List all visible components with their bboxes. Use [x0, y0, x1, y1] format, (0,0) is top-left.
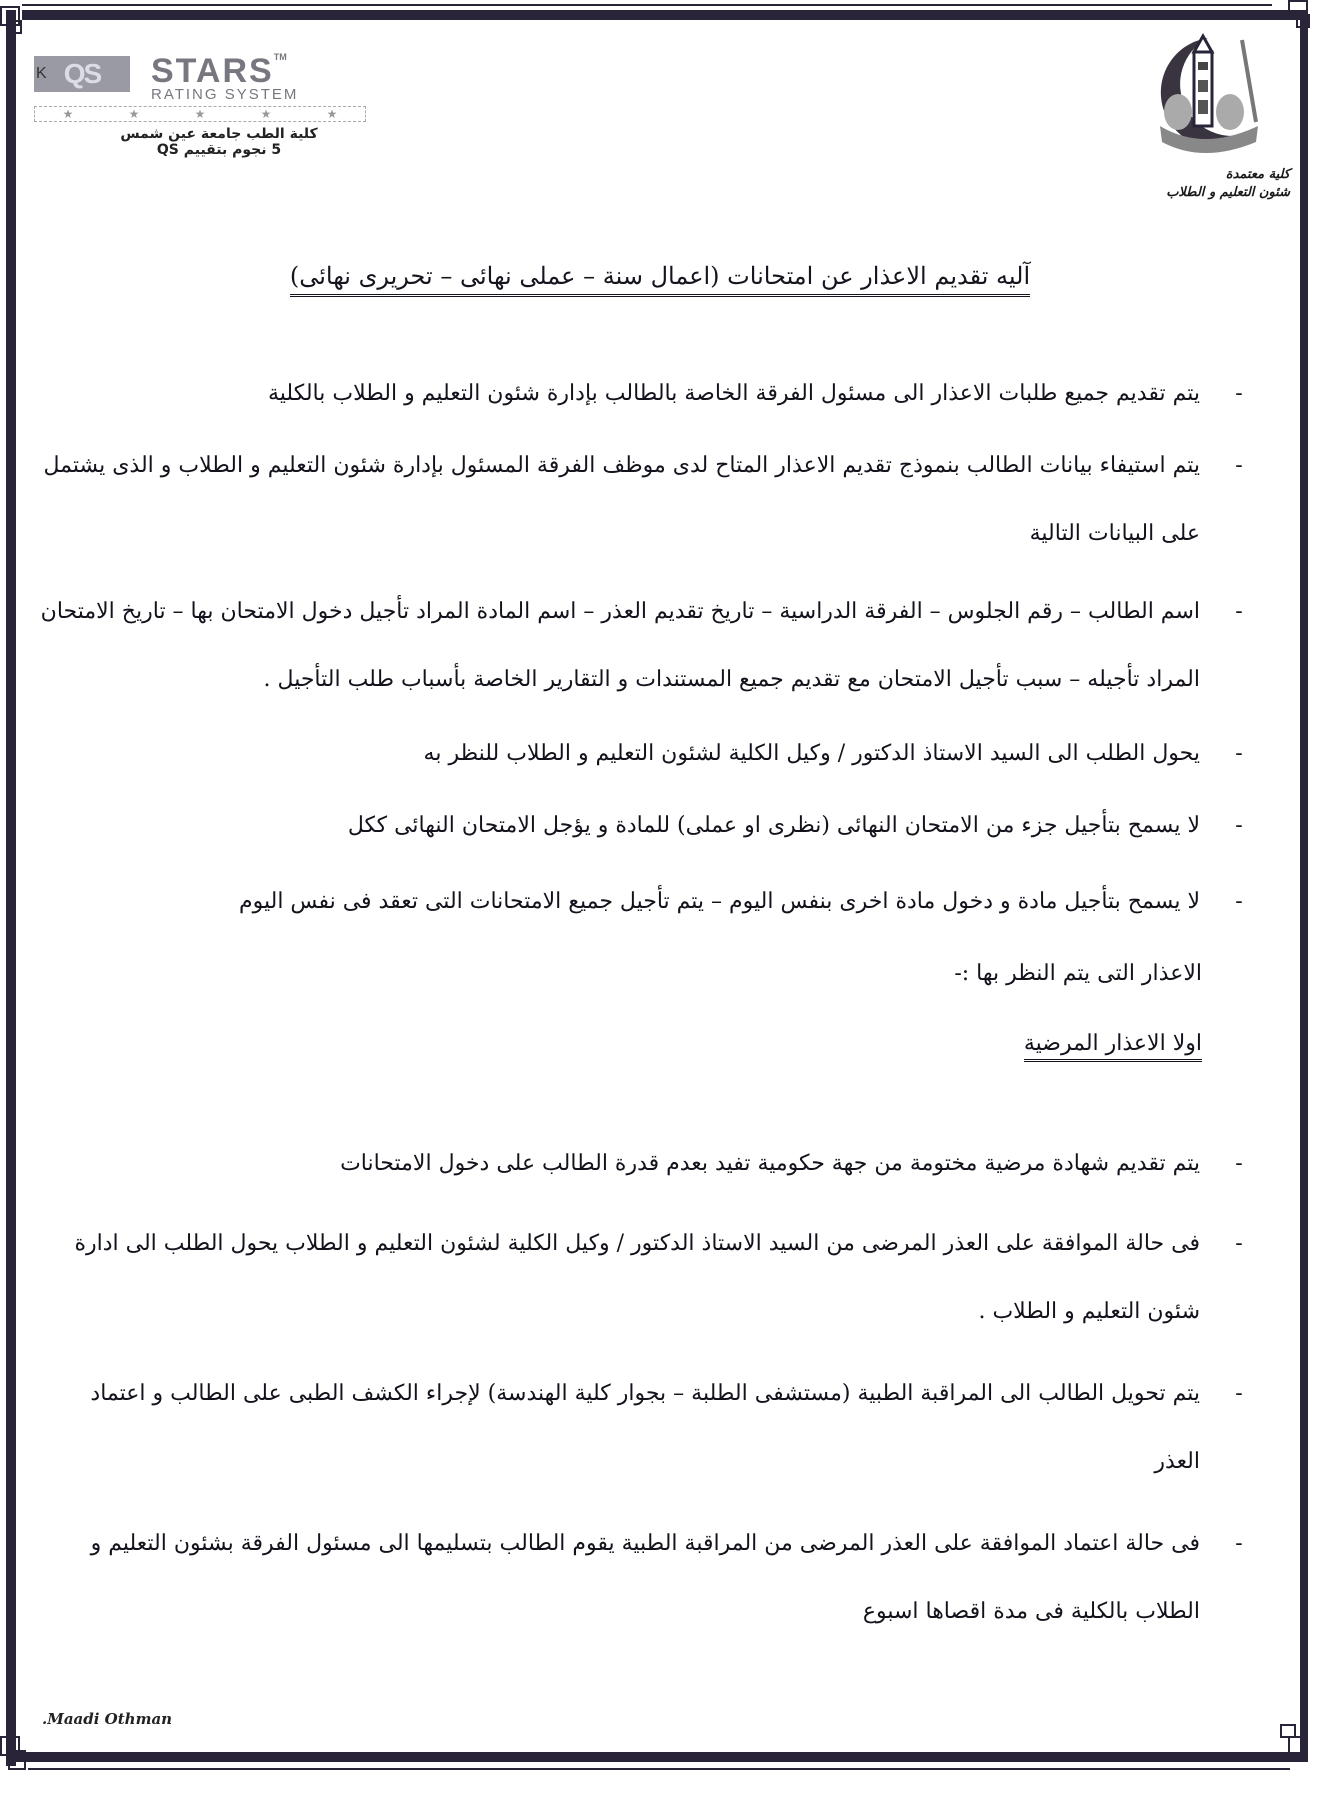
list-item	[40, 1360, 1250, 1496]
faculty-accredited: كلية معتمدة	[1225, 167, 1290, 182]
corner-ornament-top-right-inner	[1296, 14, 1310, 28]
faculty-emblem-icon	[1138, 30, 1273, 158]
corner-ornament-bottom-right-inner	[1288, 1736, 1306, 1756]
list-item-text: يتم تحويل الطالب الى المراقبة الطبية (مستشفى الطلبة – بجوار كلية الهندسة) لإجراء الكشف الطبى على الطالب و اعتماد العذر	[90, 1381, 1200, 1474]
star-icon: ★	[62, 107, 74, 121]
corner-ornament-top-left-inner	[8, 20, 22, 34]
signature: .Maadi Othman	[42, 1710, 173, 1728]
list-item-text: لا يسمح بتأجيل مادة و دخول مادة اخرى بنفس اليوم – يتم تأجيل جميع الامتحانات التى تعقد فى نفس اليوم	[238, 889, 1200, 914]
bullet-dash: -	[1235, 599, 1243, 624]
bullet-dash: -	[1235, 813, 1243, 838]
intro-line	[40, 940, 1250, 1008]
bullet-dash: -	[1235, 381, 1243, 406]
star-icon: ★	[128, 107, 140, 121]
document-title-text: آليه تقديم الاعذار عن امتحانات (اعمال سنة – عملى نهائى – تحريرى نهائى)	[290, 262, 1030, 297]
section-heading	[40, 1010, 1250, 1078]
qs-caption	[94, 126, 344, 158]
list-item-text: يتم تقديم شهادة مرضية مختومة من جهة حكومية تفيد بعدم قدرة الطالب على دخول الامتحانات	[340, 1151, 1200, 1176]
border-top-thin	[22, 4, 1272, 6]
qs-logo-prefix: K	[36, 65, 47, 82]
list-item	[40, 792, 1250, 860]
rating-system-label: RATING SYSTEM	[151, 86, 299, 103]
list-item	[40, 1510, 1250, 1646]
faculty-logo-caption	[1110, 166, 1290, 202]
list-item-text: يتم تقديم جميع طلبات الاعذار الى مسئول الفرقة الخاصة بالطالب بإدارة شئون التعليم و الطلاب بالكلية	[267, 381, 1200, 406]
list-item-text: يتم استيفاء بيانات الطالب بنموذج تقديم الاعذار المتاح لدى موظف الفرقة المسئول بإدارة شئون التعليم و الطلاب و الذى يشتمل على البيانات التالية	[43, 453, 1200, 546]
corner-ornament-bottom-left-inner	[8, 1750, 26, 1770]
border-bottom-thin	[28, 1768, 1290, 1770]
border-bottom	[16, 1752, 1306, 1762]
list-item-text: يحول الطلب الى السيد الاستاذ الدكتور / وكيل الكلية لشئون التعليم و الطلاب للنظر به	[423, 741, 1200, 766]
qs-caption-line1: كلية الطب جامعة عين شمس	[120, 126, 318, 142]
list-item-text: اسم الطالب – رقم الجلوس – الفرقة الدراسية – تاريخ تقديم العذر – اسم المادة المراد تأجيل دخول الامتحان بها – تاريخ الامتحان المراد تأجيله – سبب تأجيل الامتحان مع تقديم جميع المستندات و التقارير الخاصة بأسباب طلب التأجيل .	[40, 599, 1200, 692]
list-item	[40, 432, 1250, 568]
list-item	[40, 360, 1250, 428]
bullet-dash: -	[1235, 1381, 1243, 1406]
faculty-department: شئون التعليم و الطلاب	[1166, 185, 1290, 200]
qs-logo-text: QS	[63, 58, 101, 89]
stars-word: STARS	[151, 52, 274, 90]
border-top	[22, 10, 1308, 20]
bullet-dash: -	[1235, 1231, 1243, 1256]
qs-caption-line2: 5 نجوم بتقييم QS	[156, 142, 282, 158]
section-heading-text: اولا الاعذار المرضية	[1024, 1031, 1202, 1062]
intro-line-text: الاعذار التى يتم النظر بها :-	[954, 961, 1202, 986]
list-item	[40, 868, 1250, 936]
bullet-dash: -	[1235, 1151, 1243, 1176]
list-item-text: فى حالة الموافقة على العذر المرضى من السيد الاستاذ الدكتور / وكيل الكلية لشئون التعليم و الطلاب يحول الطلب الى ادارة شئون التعليم و الطلاب .	[74, 1231, 1200, 1324]
qs-logo-box	[34, 56, 130, 92]
border-left	[6, 10, 16, 1766]
list-item	[40, 578, 1250, 714]
border-right	[1300, 20, 1308, 1762]
list-item-text: لا يسمح بتأجيل جزء من الامتحان النهائى (نظرى او عملى) للمادة و يؤجل الامتحان النهائى ككل	[347, 813, 1200, 838]
star-rating-bar	[34, 106, 366, 122]
list-item	[40, 1210, 1250, 1346]
list-item	[40, 720, 1250, 788]
trademark: TM	[273, 52, 287, 62]
list-item-text: فى حالة اعتماد الموافقة على العذر المرضى من المراقبة الطبية يقوم الطالب بتسليمها الى مسئول الفرقة بشئون التعليم و الطلاب بالكلية فى مدة اقصاها اسبوع	[90, 1531, 1200, 1624]
star-icon: ★	[326, 107, 338, 121]
document-title	[270, 262, 1050, 290]
list-item	[40, 1130, 1250, 1198]
star-icon: ★	[260, 107, 272, 121]
bullet-dash: -	[1235, 889, 1243, 914]
star-icon: ★	[194, 107, 206, 121]
bullet-dash: -	[1235, 741, 1243, 766]
bullet-dash: -	[1235, 1531, 1243, 1556]
bullet-dash: -	[1235, 453, 1243, 478]
